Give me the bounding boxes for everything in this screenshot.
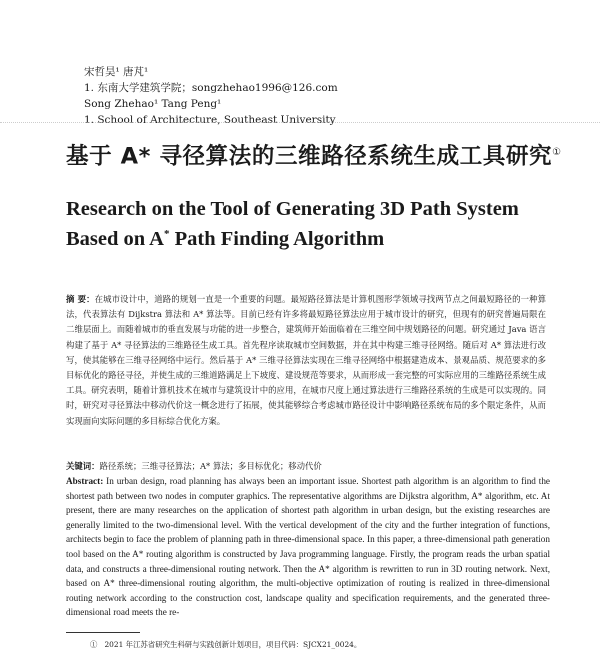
title-english-line2 <box>66 222 586 252</box>
title-chinese <box>66 138 566 172</box>
title-english <box>66 197 586 252</box>
abstract-chinese-label: 摘 要： <box>66 294 95 304</box>
abstract-english <box>66 474 550 620</box>
abstract-chinese <box>66 292 546 429</box>
footnote <box>90 639 361 650</box>
scan-noise-divider <box>0 122 600 131</box>
footnote-text: 2021 年江苏省研究生科研与实践创新计划项目，项目代码：SJCX21_0024。 <box>104 640 362 649</box>
author-names-en: Song Zhehao¹ Tang Peng¹ <box>84 98 222 110</box>
author-names-cn: 宋哲昊¹ 唐芃¹ <box>84 66 149 78</box>
footnote-mark: ① <box>90 640 98 649</box>
title-english-line2-post: Path Finding Algorithm <box>169 227 385 250</box>
keywords-chinese-label: 关键词： <box>66 461 100 471</box>
title-english-line2-pre: Based on A <box>66 227 164 250</box>
abstract-english-text: In urban design, road planning has always been an important issue. Shortest path algorithm is an algorithm to find the shortest path between two nodes in computer graphics. The representative algorithms are Dijkstra algorithm, A* algorithm, etc. At present, there are many researches on the application of shortest path algorithm in urban design, but the existing researches are generally limited to the two-dimensional level. With the vertical development of the city and the further integration of functions, architects begin to face the problem of planning path in three-dimensional space. In this paper, a three-dimensional path generation tool based on the A* routing algorithm is constructed by Java programming language. Firstly, the program reads the urban spatial data, and constructs a three-dimensional routing network. Then the A* algorithm is rewritten to run in 3D routing network. Next, based on A* three-dimensional routing algorithm, the multi-objective optimization of routing is realized in three-dimensional routing network according to the construction cost, landscape quality and specification requirements, and the generated three-dimensional road meets the re- <box>66 476 551 618</box>
title-english-line1: Research on the Tool of Generating 3D Path System <box>66 198 519 220</box>
title-footnote-mark: ① <box>552 147 562 158</box>
abstract-chinese-text: 在城市设计中，道路的规划一直是一个重要的问题。最短路径算法是计算机图形学领域寻找两节点之间最短路径的一种算法，代表算法有 Dijkstra 算法和 A* 算法等。目前已经有许多将最短路径算法应用于城市设计的研究，但现有的研究普遍局限在二维层面上。而随着城市的垂直发展与功能的进一步整合，建筑师开始面临着在三维空间中规划路径的问题。研究通过 Java 语言构建了基于 A* 寻径算法的三维路径生成工具。首先程序读取城市空间数据，并在其中构建三维寻径网络。随后对 A* 算法进行改写，使其能够在三维寻径网络中运行。然后基于 A* 三维寻径算法实现在三维寻径网络中根据建造成本、景观品质、规范要求的多目标优化的路径寻径，并使生成的三维道路满足上下坡度、建设规范等要求，从而形成一套完整的可实际应用的三维路径系统生成工具。研究表明，随着计算机技术在城市与建筑设计中的应用，在城市尺度上通过算法进行三维路径系统的生成是可以实现的。同时，研究对寻径算法中移动代价这一概念进行了拓展，使其能够综合考虑城市路径设计中影响路径系统布局的多个限定条件，从而实现面向实际问题的多目标综合优化方案。 <box>66 294 546 426</box>
keywords-chinese <box>66 459 546 474</box>
affiliation-en: 1. School of Architecture, Southeast University <box>84 114 336 126</box>
keywords-chinese-text: 路径系统；三维寻径算法；A* 算法；多目标优化；移动代价 <box>99 461 322 471</box>
affiliation-cn: 1. 东南大学建筑学院；songzhehao1996@126.com <box>84 82 338 94</box>
author-block <box>84 64 338 128</box>
abstract-english-label: Abstract: <box>66 476 104 486</box>
title-english-sup: * <box>163 228 170 240</box>
title-chinese-text: 基于 A* 寻径算法的三维路径系统生成工具研究 <box>66 143 553 170</box>
footnote-rule <box>66 632 140 633</box>
